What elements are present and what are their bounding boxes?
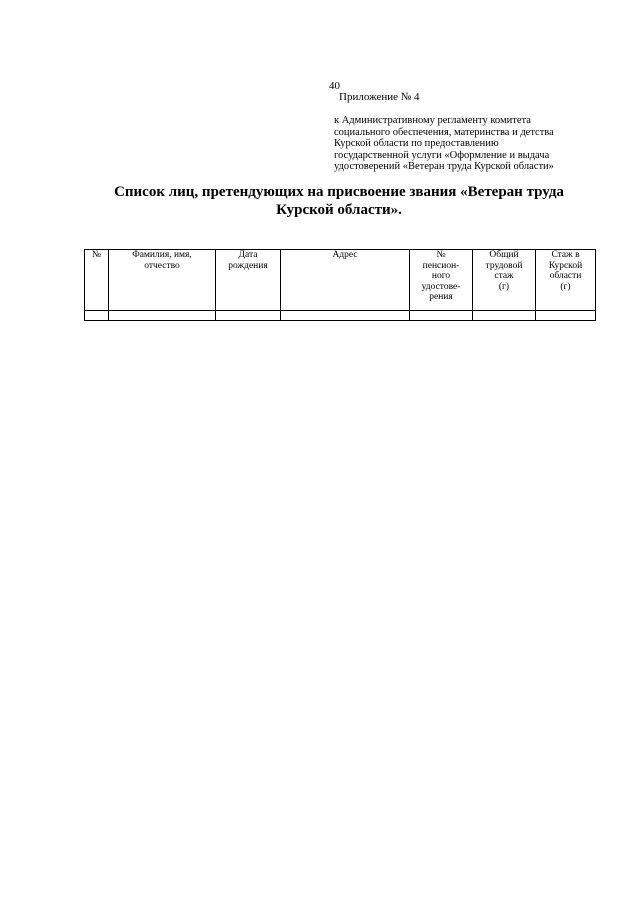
page-number: 40 — [329, 80, 340, 92]
table-cell — [281, 311, 410, 321]
appendix-description — [334, 115, 604, 173]
candidates-table — [84, 249, 596, 321]
column-header-address: Адрес — [281, 250, 410, 311]
column-header-pension-id: № пенсион- ного удостове- рения — [410, 250, 473, 311]
table-cell — [85, 311, 109, 321]
column-header-birth-date: Дата рождения — [216, 250, 281, 311]
column-header-number: № — [85, 250, 109, 311]
appendix-line: государственной услуги «Оформление и выдача — [334, 149, 550, 161]
appendix-title: Приложение № 4 — [339, 91, 420, 103]
column-header-kursk-service: Стаж в Курской области (г) — [536, 250, 596, 311]
table-row — [85, 311, 596, 321]
document-title — [80, 183, 598, 219]
appendix-line: Курской области по предоставлению — [334, 138, 499, 150]
column-header-full-name: Фамилия, имя, отчество — [109, 250, 216, 311]
document-title-line: Список лиц, претендующих на присвоение звания «Ветеран труда — [114, 184, 564, 200]
table-cell — [473, 311, 536, 321]
table-cell — [536, 311, 596, 321]
table-cell — [410, 311, 473, 321]
table-header-row — [85, 250, 596, 311]
appendix-line: социального обеспечения, материнства и детства — [334, 126, 554, 138]
table-cell — [216, 311, 281, 321]
document-title-line: Курской области». — [276, 202, 402, 218]
appendix-line: к Административному регламенту комитета — [334, 115, 531, 126]
appendix-line: удостоверений «Ветеран труда Курской области» — [334, 161, 554, 173]
table-cell — [109, 311, 216, 321]
column-header-total-service: Общий трудовой стаж (г) — [473, 250, 536, 311]
